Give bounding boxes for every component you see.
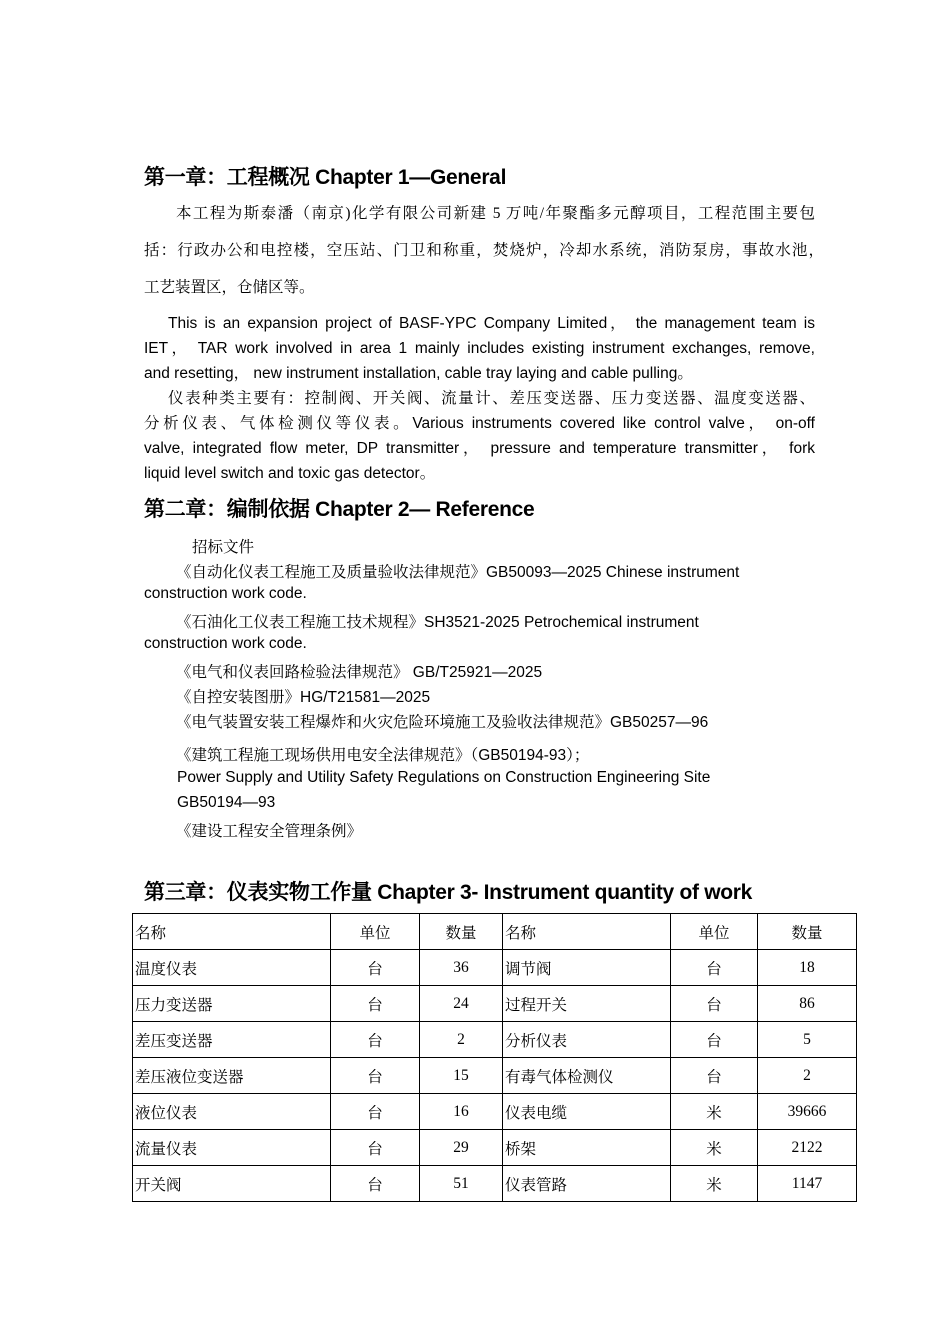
table-cell: 16 bbox=[420, 1094, 503, 1130]
reference-item: 《电气装置安装工程爆炸和火灾危险环境施工及验收法律规范》GB50257—96 bbox=[176, 714, 709, 731]
table-cell: 台 bbox=[331, 1166, 420, 1202]
table-cell: 米 bbox=[671, 1130, 758, 1166]
table-row bbox=[133, 950, 857, 986]
table-cell: 15 bbox=[420, 1058, 503, 1094]
table-cell: 分析仪表 bbox=[503, 1022, 671, 1058]
chapter1-cn-line-3: 工艺装置区，仓储区等。 bbox=[144, 279, 315, 296]
table-cell: 差压液位变送器 bbox=[133, 1058, 331, 1094]
reference-item: 《建设工程安全管理条例》 bbox=[176, 823, 363, 840]
table-cell: 米 bbox=[671, 1166, 758, 1202]
table-cell: 36 bbox=[420, 950, 503, 986]
chapter1-types-line-2: 分析仪表、气体检测仪等仪表。Various instruments covered like control valve， on-off bbox=[144, 415, 815, 432]
table-row bbox=[133, 1094, 857, 1130]
table-cell: 5 bbox=[758, 1022, 857, 1058]
table-row bbox=[133, 1130, 857, 1166]
header-cell: 名称 bbox=[503, 914, 671, 950]
table-cell: 39666 bbox=[758, 1094, 857, 1130]
table-cell: 86 bbox=[758, 986, 857, 1022]
header-cell: 数量 bbox=[758, 914, 857, 950]
reference-item: 招标文件 bbox=[192, 539, 255, 556]
table-cell: 台 bbox=[671, 1022, 758, 1058]
table-cell: 调节阀 bbox=[503, 950, 671, 986]
reference-item: 《自控安装图册》HG/T21581—2025 bbox=[176, 689, 431, 706]
table-row bbox=[133, 1166, 857, 1202]
table-header-row bbox=[133, 914, 857, 950]
table-cell: 仪表管路 bbox=[503, 1166, 671, 1202]
table-cell: 流量仪表 bbox=[133, 1130, 331, 1166]
table-cell: 仪表电缆 bbox=[503, 1094, 671, 1130]
table-cell: 24 bbox=[420, 986, 503, 1022]
table-cell: 51 bbox=[420, 1166, 503, 1202]
table-row bbox=[133, 1058, 857, 1094]
reference-item: construction work code. bbox=[144, 585, 307, 602]
table-cell: 1147 bbox=[758, 1166, 857, 1202]
chapter1-heading: 第一章：工程概况 Chapter 1—General bbox=[144, 166, 507, 189]
table-cell: 液位仪表 bbox=[133, 1094, 331, 1130]
table-cell: 有毒气体检测仪 bbox=[503, 1058, 671, 1094]
chapter1-en-line-2: IET， TAR work involved in area 1 mainly includes existing instrument exchanges, remove, bbox=[144, 340, 815, 357]
table-cell: 18 bbox=[758, 950, 857, 986]
table-cell: 过程开关 bbox=[503, 986, 671, 1022]
chapter1-en-line-3: and resetting， new instrument installation, cable tray laying and cable pulling。 bbox=[144, 365, 693, 382]
table-cell: 温度仪表 bbox=[133, 950, 331, 986]
chapter2-heading: 第二章：编制依据 Chapter 2— Reference bbox=[144, 498, 535, 521]
chapter1-types-line-3: valve, integrated flow meter, DP transmitter， pressure and temperature transmitter， fork bbox=[144, 440, 815, 457]
table-cell: 桥架 bbox=[503, 1130, 671, 1166]
table-cell: 台 bbox=[331, 1058, 420, 1094]
chapter1-cn-line-2: 括：行政办公和电控楼，空压站、门卫和称重，焚烧炉，冷却水系统，消防泵房，事故水池， bbox=[144, 242, 824, 259]
reference-item: 《建筑工程施工现场供用电安全法律规范》（GB50194-93）； bbox=[176, 747, 590, 764]
table-cell: 米 bbox=[671, 1094, 758, 1130]
table-cell: 开关阀 bbox=[133, 1166, 331, 1202]
reference-item: 《石油化工仪表工程施工技术规程》SH3521-2025 Petrochemical instrument bbox=[176, 614, 699, 631]
chapter1-types-line-4: liquid level switch and toxic gas detector。 bbox=[144, 465, 436, 482]
table-cell: 2 bbox=[758, 1058, 857, 1094]
table-cell: 台 bbox=[331, 1022, 420, 1058]
reference-item: GB50194—93 bbox=[177, 794, 276, 811]
chapter1-en-line-1: This is an expansion project of BASF-YPC Company Limited， the management team is bbox=[168, 315, 815, 332]
table-cell: 台 bbox=[671, 986, 758, 1022]
table-cell: 29 bbox=[420, 1130, 503, 1166]
instrument-quantity-table bbox=[132, 913, 857, 1202]
chapter1-types-line-1: 仪表种类主要有：控制阀、开关阀、流量计、差压变送器、压力变送器、温度变送器、 bbox=[168, 390, 815, 407]
table-cell: 2122 bbox=[758, 1130, 857, 1166]
header-cell: 名称 bbox=[133, 914, 331, 950]
table-row bbox=[133, 1022, 857, 1058]
table-cell: 台 bbox=[331, 986, 420, 1022]
table-cell: 台 bbox=[331, 950, 420, 986]
reference-item: 《自动化仪表工程施工及质量验收法律规范》GB50093—2025 Chinese instrument bbox=[176, 564, 740, 581]
header-cell: 数量 bbox=[420, 914, 503, 950]
table-cell: 台 bbox=[671, 950, 758, 986]
header-cell: 单位 bbox=[671, 914, 758, 950]
header-cell: 单位 bbox=[331, 914, 420, 950]
table-cell: 台 bbox=[331, 1094, 420, 1130]
table-cell: 台 bbox=[331, 1130, 420, 1166]
chapter1-cn-line-1: 本工程为斯泰潘（南京)化学有限公司新建 5 万吨/年聚酯多元醇项目，工程范围主要包 bbox=[176, 205, 815, 222]
table-cell: 台 bbox=[671, 1058, 758, 1094]
reference-item: construction work code. bbox=[144, 635, 307, 652]
table-cell: 差压变送器 bbox=[133, 1022, 331, 1058]
table-cell: 压力变送器 bbox=[133, 986, 331, 1022]
chapter3-heading: 第三章：仪表实物工作量 Chapter 3- Instrument quantity of work bbox=[144, 881, 753, 904]
table-row bbox=[133, 986, 857, 1022]
reference-item: 《电气和仪表回路检验法律规范》 GB/T25921—2025 bbox=[176, 664, 543, 681]
table-cell: 2 bbox=[420, 1022, 503, 1058]
reference-item: Power Supply and Utility Safety Regulations on Construction Engineering Site bbox=[177, 769, 711, 786]
